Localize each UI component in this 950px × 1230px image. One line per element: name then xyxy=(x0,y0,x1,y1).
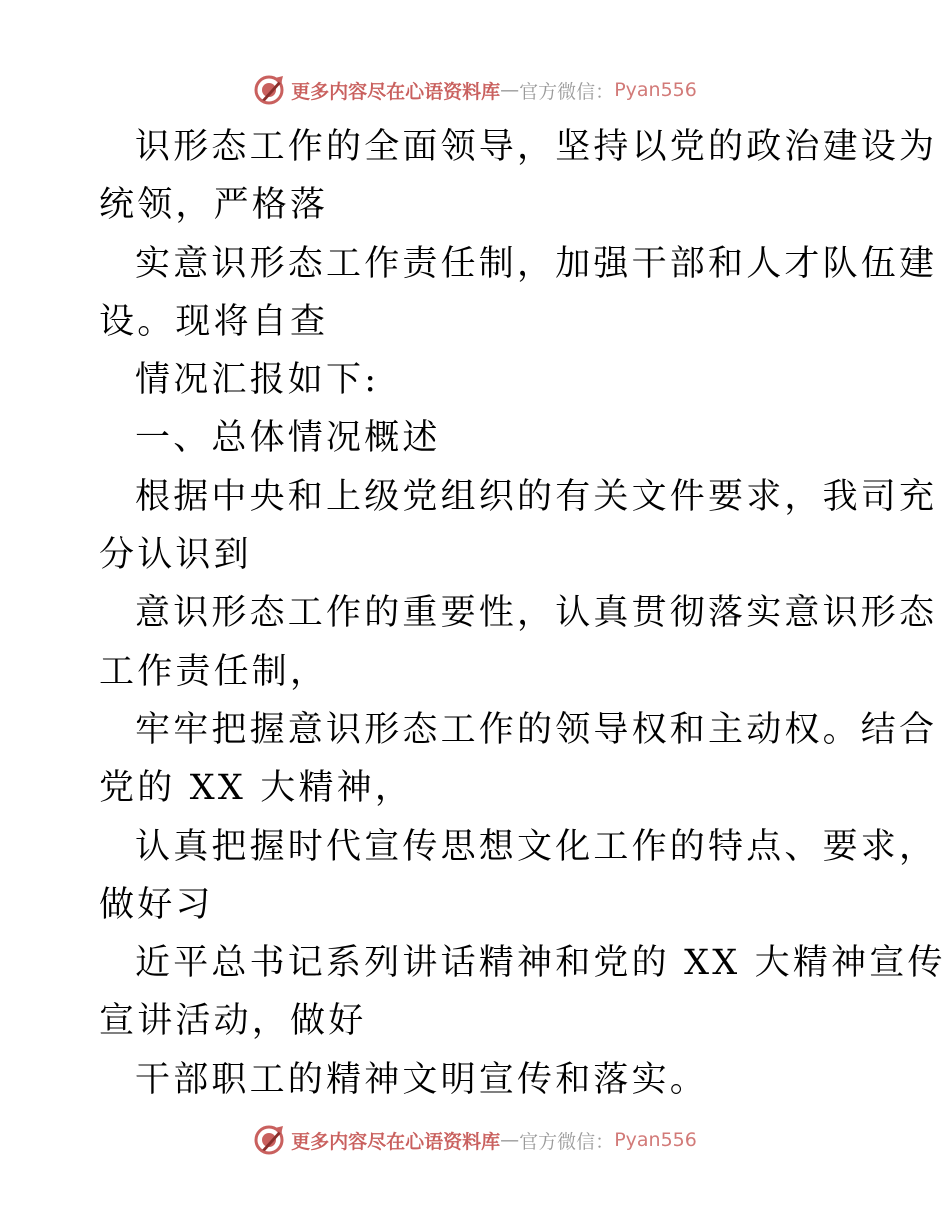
body-line: 宣讲活动，做好 xyxy=(99,1001,367,1042)
header-banner xyxy=(0,70,950,110)
banner-dash: — xyxy=(500,1129,520,1151)
banner-dash: — xyxy=(500,79,520,101)
section-heading: 一、总体情况概述 xyxy=(135,418,441,459)
body-line: 干部职工的精神文明宣传和落实。 xyxy=(135,1059,709,1100)
body-line: 工作责任制， xyxy=(99,651,329,692)
banner-main-text: 更多内容尽在心语资料库 xyxy=(291,80,501,103)
body-line: 做好习 xyxy=(99,884,214,925)
body-line: 牢牢把握意识形态工作的领导权和主动权。结合 xyxy=(135,709,938,750)
body-line: 情况汇报如下: xyxy=(135,360,380,401)
footer-banner xyxy=(0,1120,950,1160)
body-line: 实意识形态工作责任制，加强干部和人才队伍建 xyxy=(135,243,938,284)
body-line: 意识形态工作的重要性，认真贯彻落实意识形态 xyxy=(135,593,938,634)
quill-pen-circle-icon xyxy=(253,1124,285,1156)
body-line: 根据中央和上级党组织的有关文件要求，我司充 xyxy=(135,476,938,517)
body-line: 设。现将自查 xyxy=(99,301,329,342)
document-body xyxy=(99,118,946,1109)
body-line: 党的 XX 大精神， xyxy=(99,768,414,809)
banner-main-text: 更多内容尽在心语资料库 xyxy=(291,1130,501,1153)
body-line: 分认识到 xyxy=(99,535,252,576)
body-line: 统领，严格落 xyxy=(99,185,329,226)
banner-sub-text: 官方微信： xyxy=(519,80,615,103)
banner-sub-text: 官方微信： xyxy=(519,1130,615,1153)
quill-pen-circle-icon xyxy=(253,74,285,106)
body-line: 认真把握时代宣传思想文化工作的特点、要求， xyxy=(135,826,938,867)
body-line: 识形态工作的全面领导，坚持以党的政治建设为 xyxy=(135,127,938,167)
banner-wechat-id: Pyan556 xyxy=(614,1129,697,1151)
body-line: 近平总书记系列讲话精神和党的 XX 大精神宣传 xyxy=(135,943,946,984)
banner-wechat-id: Pyan556 xyxy=(614,79,697,101)
